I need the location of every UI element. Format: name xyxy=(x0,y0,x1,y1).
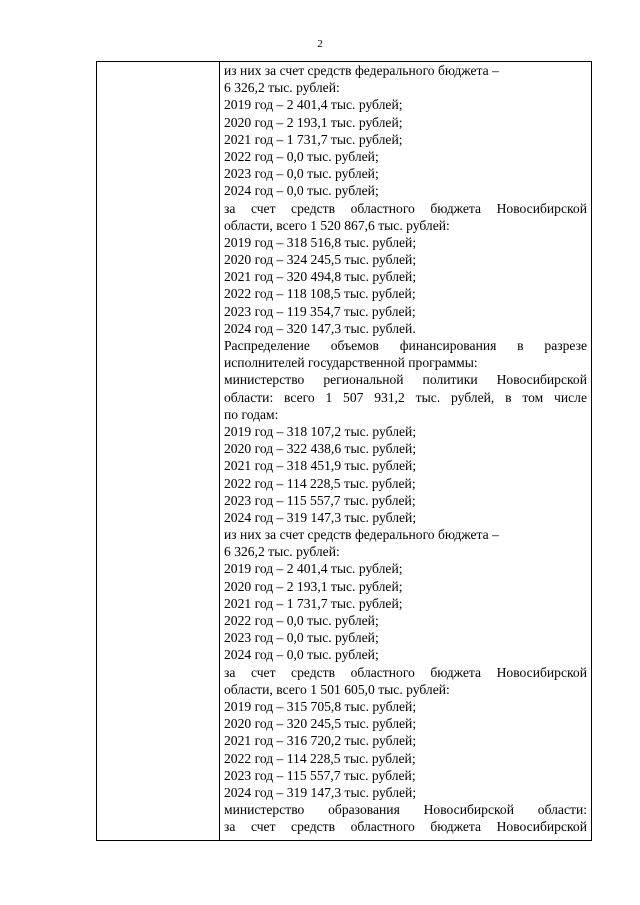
text-line: 2022 год – 118 108,5 тыс. рублей; xyxy=(224,286,416,302)
text-line: 2020 год – 2 193,1 тыс. рублей; xyxy=(224,114,403,130)
text-line: 2021 год – 318 451,9 тыс. рублей; xyxy=(224,458,417,474)
text-line: 2022 год – 0,0 тыс. рублей; xyxy=(224,148,379,164)
text-line: 2024 год – 0,0 тыс. рублей; xyxy=(224,183,379,199)
text-line: за счет средств областного бюджета Новосибирской xyxy=(224,819,587,835)
text-line: 2022 год – 114 228,5 тыс. рублей; xyxy=(224,750,416,766)
text-line: 2024 год – 0,0 тыс. рублей; xyxy=(224,647,379,663)
text-line: 2023 год – 115 557,7 тыс. рублей; xyxy=(224,767,416,783)
text-line: министерство региональной политики Новосибирской xyxy=(224,372,587,388)
text-line: 2019 год – 318 107,2 тыс. рублей; xyxy=(224,423,417,439)
text-line: 2023 год – 119 354,7 тыс. рублей; xyxy=(224,303,416,319)
page-number: 2 xyxy=(317,38,323,50)
text-line: исполнителей государственной программы: xyxy=(224,355,478,371)
text-line: из них за счет средств федерального бюджета – xyxy=(224,63,499,78)
text-line: министерство образования Новосибирской области: xyxy=(224,802,587,818)
text-line: 2020 год – 322 438,6 тыс. рублей; xyxy=(224,441,417,457)
text-line: 2019 год – 315 705,8 тыс. рублей; xyxy=(224,698,417,714)
text-line: 2020 год – 320 245,5 тыс. рублей; xyxy=(224,716,417,732)
text-line: 2021 год – 1 731,7 тыс. рублей; xyxy=(224,595,403,611)
text-line: Распределение объемов финансирования в разрезе xyxy=(224,338,587,353)
funding-text-block xyxy=(224,62,587,835)
text-line: 2024 год – 319 147,3 тыс. рублей; xyxy=(224,784,417,800)
text-line: за счет средств областного бюджета Новосибирской xyxy=(224,200,587,216)
text-line: 2019 год – 2 401,4 тыс. рублей; xyxy=(224,97,403,113)
program-table xyxy=(96,61,592,841)
text-line: 2019 год – 2 401,4 тыс. рублей; xyxy=(224,561,403,577)
text-line: 2020 год – 2 193,1 тыс. рублей; xyxy=(224,578,403,594)
text-line: 2019 год – 318 516,8 тыс. рублей; xyxy=(224,234,417,250)
text-line: 2022 год – 114 228,5 тыс. рублей; xyxy=(224,475,416,491)
text-line: области: всего 1 507 931,2 тыс. рублей, в том числе xyxy=(224,389,587,405)
text-line: 2021 год – 320 494,8 тыс. рублей; xyxy=(224,269,417,285)
text-line: 2022 год – 0,0 тыс. рублей; xyxy=(224,613,379,628)
text-line: из них за счет средств федерального бюджета – xyxy=(224,527,499,543)
text-line: 2021 год – 1 731,7 тыс. рублей; xyxy=(224,131,403,147)
text-line: по годам: xyxy=(224,406,279,422)
text-line: 6 326,2 тыс. рублей: xyxy=(224,80,340,96)
text-line: 2021 год – 316 720,2 тыс. рублей; xyxy=(224,733,417,749)
text-line: 2024 год – 320 147,3 тыс. рублей. xyxy=(224,320,416,336)
text-line: области, всего 1 501 605,0 тыс. рублей: xyxy=(224,681,450,697)
text-line: 2023 год – 0,0 тыс. рублей; xyxy=(224,630,379,646)
text-line: области, всего 1 520 867,6 тыс. рублей: xyxy=(224,217,450,233)
text-line: 2023 год – 115 557,7 тыс. рублей; xyxy=(224,492,416,508)
table-cell-label xyxy=(97,62,220,841)
text-line: 2023 год – 0,0 тыс. рублей; xyxy=(224,166,379,182)
table-row xyxy=(97,62,592,841)
text-line: 2020 год – 324 245,5 тыс. рублей; xyxy=(224,252,417,268)
text-line: 2024 год – 319 147,3 тыс. рублей; xyxy=(224,509,417,525)
text-line: 6 326,2 тыс. рублей: xyxy=(224,544,340,560)
table-cell-content xyxy=(220,62,592,841)
text-line: за счет средств областного бюджета Новосибирской xyxy=(224,664,587,680)
